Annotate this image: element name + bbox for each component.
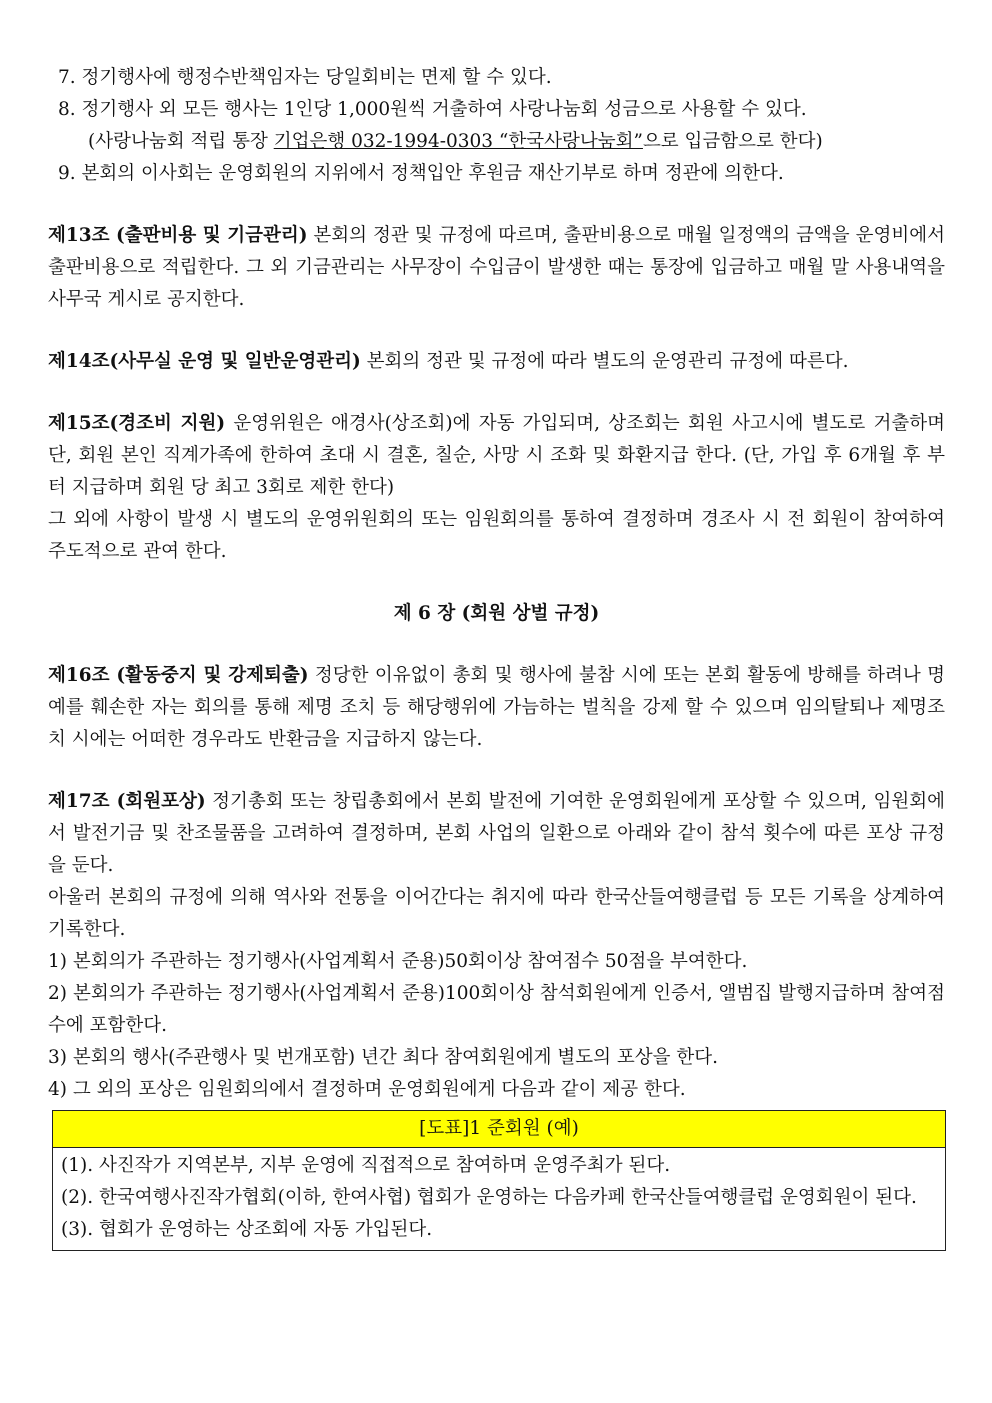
article-16-title: 제16조 (활동중지 및 강제퇴출)	[48, 665, 309, 686]
article-13: 제13조 (출판비용 및 기금관리) 본회의 정관 및 규정에 따르며, 출판비용으로 매월 일정액의 금액을 운영비에서 출판비용으로 적립한다. 그 외 기금관리는 사무장이 수입금이 발생한 때는 통장에 입금하고 매월 말 사용내역을 사무국 게시로 공지한다.	[48, 225, 946, 310]
associate-member-table	[52, 1110, 946, 1251]
article-13-title: 제13조 (출판비용 및 기금관리)	[48, 225, 308, 246]
table-body	[53, 1148, 945, 1250]
document-page	[48, 62, 945, 1251]
award-item-4: 4) 그 외의 포상은 임원회의에서 결정하며 운영회원에게 다음과 같이 제공 한다.	[48, 1079, 686, 1100]
article-17: 제17조 (회원포상) 정기총회 또는 창립총회에서 본회 발전에 기여한 운영회원에게 포상할 수 있으며, 임원회에서 발전기금 및 찬조물품을 고려하여 결정하며, 본회 사업의 일환으로 아래와 같이 참석 횟수에 따른 포상 규정을 둔다.	[48, 791, 945, 876]
chapter-heading: 제 6 장 (회원 상벌 규정)	[393, 603, 600, 624]
article-17-title: 제17조 (회원포상)	[48, 791, 206, 812]
award-item-2: 2) 본회의가 주관하는 정기행사(사업계획서 준용)100회이상 참석회원에게 인증서, 앨범집 발행지급하며 참여점수에 포함한다.	[48, 983, 945, 1036]
list-item-8-note: (사랑나눔회 적립 통장 기업은행 032-1994-0303 “한국사랑나눔회”으로 입금함으로 한다)	[88, 131, 823, 152]
award-item-1: 1) 본회의가 주관하는 정기행사(사업계획서 준용)50회이상 참여점수 50점을 부여한다.	[48, 951, 748, 972]
list-item-8: 8. 정기행사 외 모든 행사는 1인당 1,000원씩 거출하여 사랑나눔회 성금으로 사용할 수 있다.	[58, 99, 807, 120]
list-item-9: 9. 본회의 이사회는 운영회원의 지위에서 정책입안 후원금 재산기부로 하며 정관에 의한다.	[58, 163, 784, 184]
article-15: 제15조(경조비 지원) 운영위원은 애경사(상조회)에 자동 가입되며, 상조회는 회원 사고시에 별도로 거출하며 단, 회원 본인 직계가족에 한하여 초대 시 결혼, 칠순, 사망 시 조화 및 화환지급 한다. (단, 가입 후 6개월 후 부터 지급하며 회원 당 최고 3회로 제한 한다)	[48, 413, 945, 498]
article-15-title: 제15조(경조비 지원)	[48, 413, 226, 434]
table-row: (2). 한국여행사진작가협회(이하, 한여사협) 협회가 운영하는 다음카페 한국산들여행클럽 운영회원이 된다.	[61, 1187, 917, 1208]
list-item-7: 7. 정기행사에 행정수반책임자는 당일회비는 면제 할 수 있다.	[58, 67, 552, 88]
table-row: (1). 사진작가 지역본부, 지부 운영에 직접적으로 참여하며 운영주최가 된다.	[61, 1155, 671, 1176]
award-item-3: 3) 본회의 행사(주관행사 및 번개포함) 년간 최다 참여회원에게 별도의 포상을 한다.	[48, 1047, 718, 1068]
table-row: (3). 협회가 운영하는 상조회에 자동 가입된다.	[61, 1219, 433, 1240]
article-15-extra: 그 외에 사항이 발생 시 별도의 운영위원회의 또는 임원회의를 통하여 결정하며 경조사 시 전 회원이 참여하여 주도적으로 관여 한다.	[48, 509, 945, 562]
article-14-title: 제14조(사무실 운영 및 일반운영관리)	[48, 351, 361, 372]
article-16: 제16조 (활동중지 및 강제퇴출) 정당한 이유없이 총회 및 행사에 불참 시에 또는 본회 활동에 방해를 하려나 명예를 훼손한 자는 회의를 통해 제명 조치 등 해당행위에 가늠하는 벌칙을 강제 할 수 있으며 임의탈퇴나 제명조치 시에는 어떠한 경우라도 반환금을 지급하지 않는다.	[48, 665, 946, 750]
article-14: 제14조(사무실 운영 및 일반운영관리) 본회의 정관 및 규정에 따라 별도의 운영관리 규정에 따른다.	[48, 351, 849, 372]
table-header: [도표]1 준회원 (예)	[53, 1111, 945, 1148]
account-info: 기업은행 032-1994-0303 “한국사랑나눔회”	[273, 131, 643, 152]
article-17-extra: 아울러 본회의 규정에 의해 역사와 전통을 이어간다는 취지에 따라 한국산들여행클럽 등 모든 기록을 상계하여 기록한다.	[48, 887, 945, 940]
